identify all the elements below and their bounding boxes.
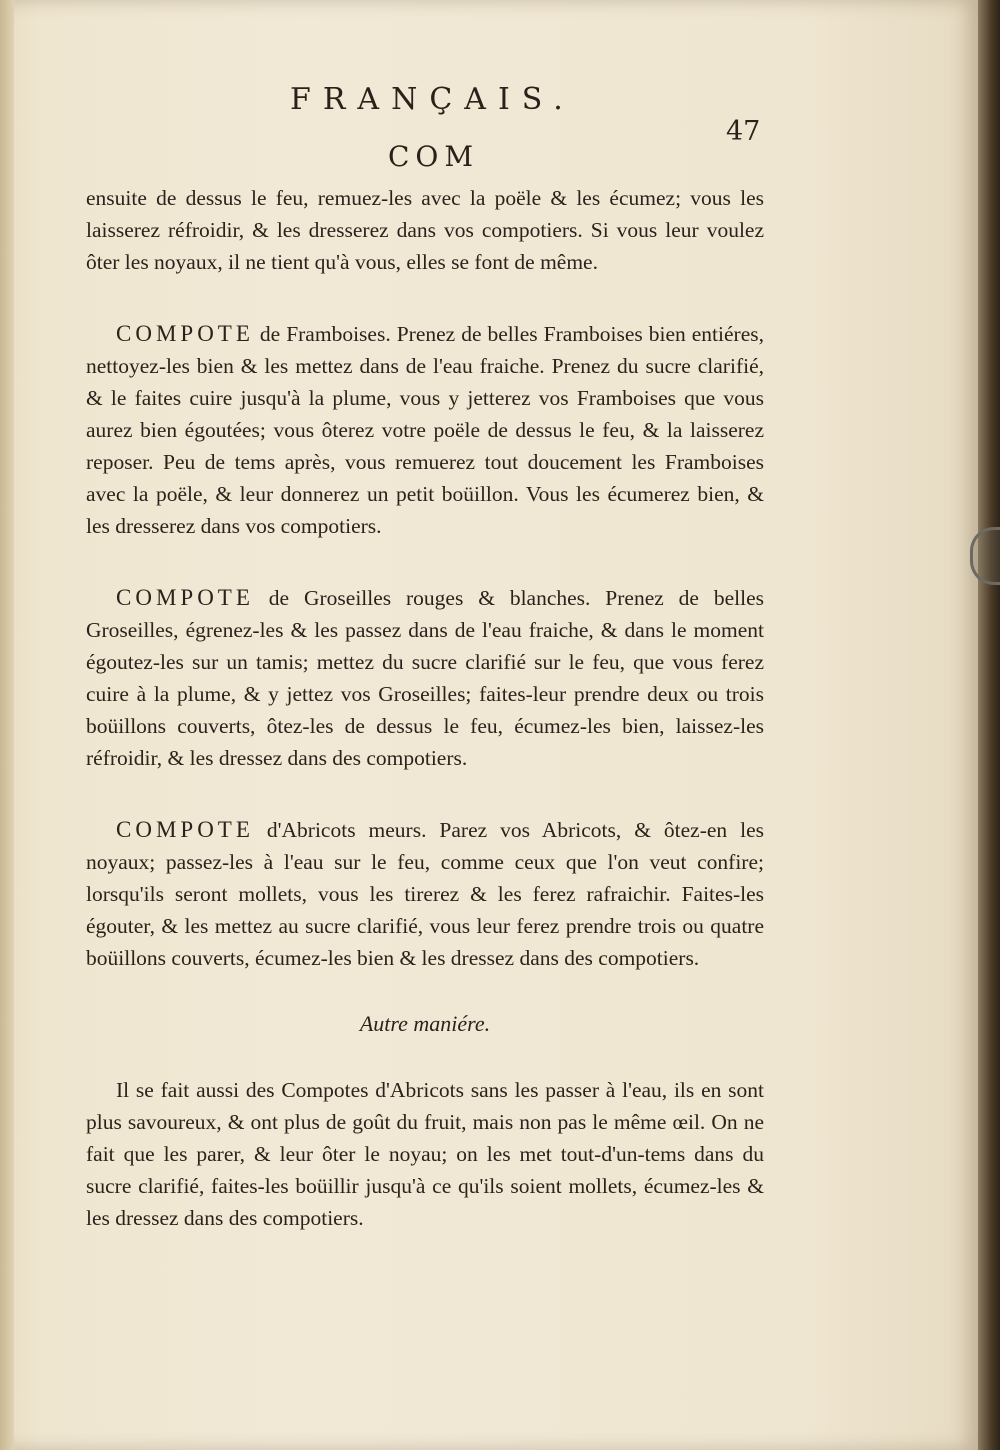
paragraph-lead: COMPOTE — [116, 817, 254, 842]
paragraph-text: ensuite de dessus le feu, remuez-les avec la poële & les écumez; vous les laisserez réfroidir, & les dresserez dans vos compotiers. Si vous leur voulez ôter les noyaux, il ne tient qu'à vous, elles se font de même. — [86, 186, 764, 274]
paragraph-lead: COMPOTE — [116, 585, 254, 610]
page-gutter — [0, 0, 14, 1450]
body-text — [86, 182, 764, 1274]
running-head: COM — [388, 140, 480, 173]
paragraph-text: d'Abricots meurs. Parez vos Abricots, & ôtez-en les noyaux; passez-les à l'eau sur le feu, comme ceux que l'on veut confire; lorsqu'ils seront mollets, vous les tirerez & les ferez rafraichir. Faites-les égouter, & les mettez au sucre clarifié, vous leur ferez prendre trois ou quatre boüillons couverts, écumez-les bien & les dressez dans des compotiers. — [86, 818, 765, 970]
paragraph-framboises — [86, 318, 764, 542]
book-edge — [978, 0, 1000, 1450]
subheading: Autre maniére. — [359, 1011, 491, 1036]
paragraph-lead: COMPOTE — [116, 321, 254, 346]
paragraph-text: de Framboises. Prenez de belles Framboises bien entiéres, nettoyez-les bien & les mettez dans de l'eau fraiche. Prenez du sucre clarifié, & le faites cuire jusqu'à la plume, vous y jetterez vos Framboises que vous aurez bien égoutées; vous ôterez votre poële de dessus le feu, & la laisserez reposer. Peu de tems après, vous remuerez tout doucement les Framboises avec la poële, & leur donnerez un petit boüillon. Vous les écumerez bien, & les dresserez dans vos compotiers. — [86, 322, 764, 538]
paragraph-text: de Groseilles rouges & blanches. Prenez de belles Groseilles, égrenez-les & les passez dans de l'eau fraiche, & dans le moment égoutez-les sur un tamis; mettez du sucre clarifié sur le feu, que vous ferez cuire à la plume, & y jettez vos Groseilles; faites-leur prendre deux ou trois boüillons couverts, ôtez-les de dessus le feu, écumez-les bien, laissez-les réfroidir, & les dressez dans des compotiers. — [86, 586, 765, 770]
paragraph-groseilles — [86, 582, 764, 774]
paragraph-autre-maniere — [86, 1074, 764, 1234]
paragraph-text: Il se fait aussi des Compotes d'Abricots sans les passer à l'eau, ils en sont plus savoureux, & ont plus de goût du fruit, mais non pas le même œil. On ne fait que les parer, & leur ôter le noyau; on les met tout-d'un-tems dans du sucre clarifié, faites-les boüillir jusqu'à ce qu'ils soient mollets, écumez-les & les dressez dans des compotiers. — [86, 1078, 764, 1230]
page-number: 47 — [726, 116, 761, 147]
paragraph-abricots — [86, 814, 764, 974]
header-title: FRANÇAIS. — [290, 82, 575, 117]
paragraph-continuation — [86, 182, 764, 278]
